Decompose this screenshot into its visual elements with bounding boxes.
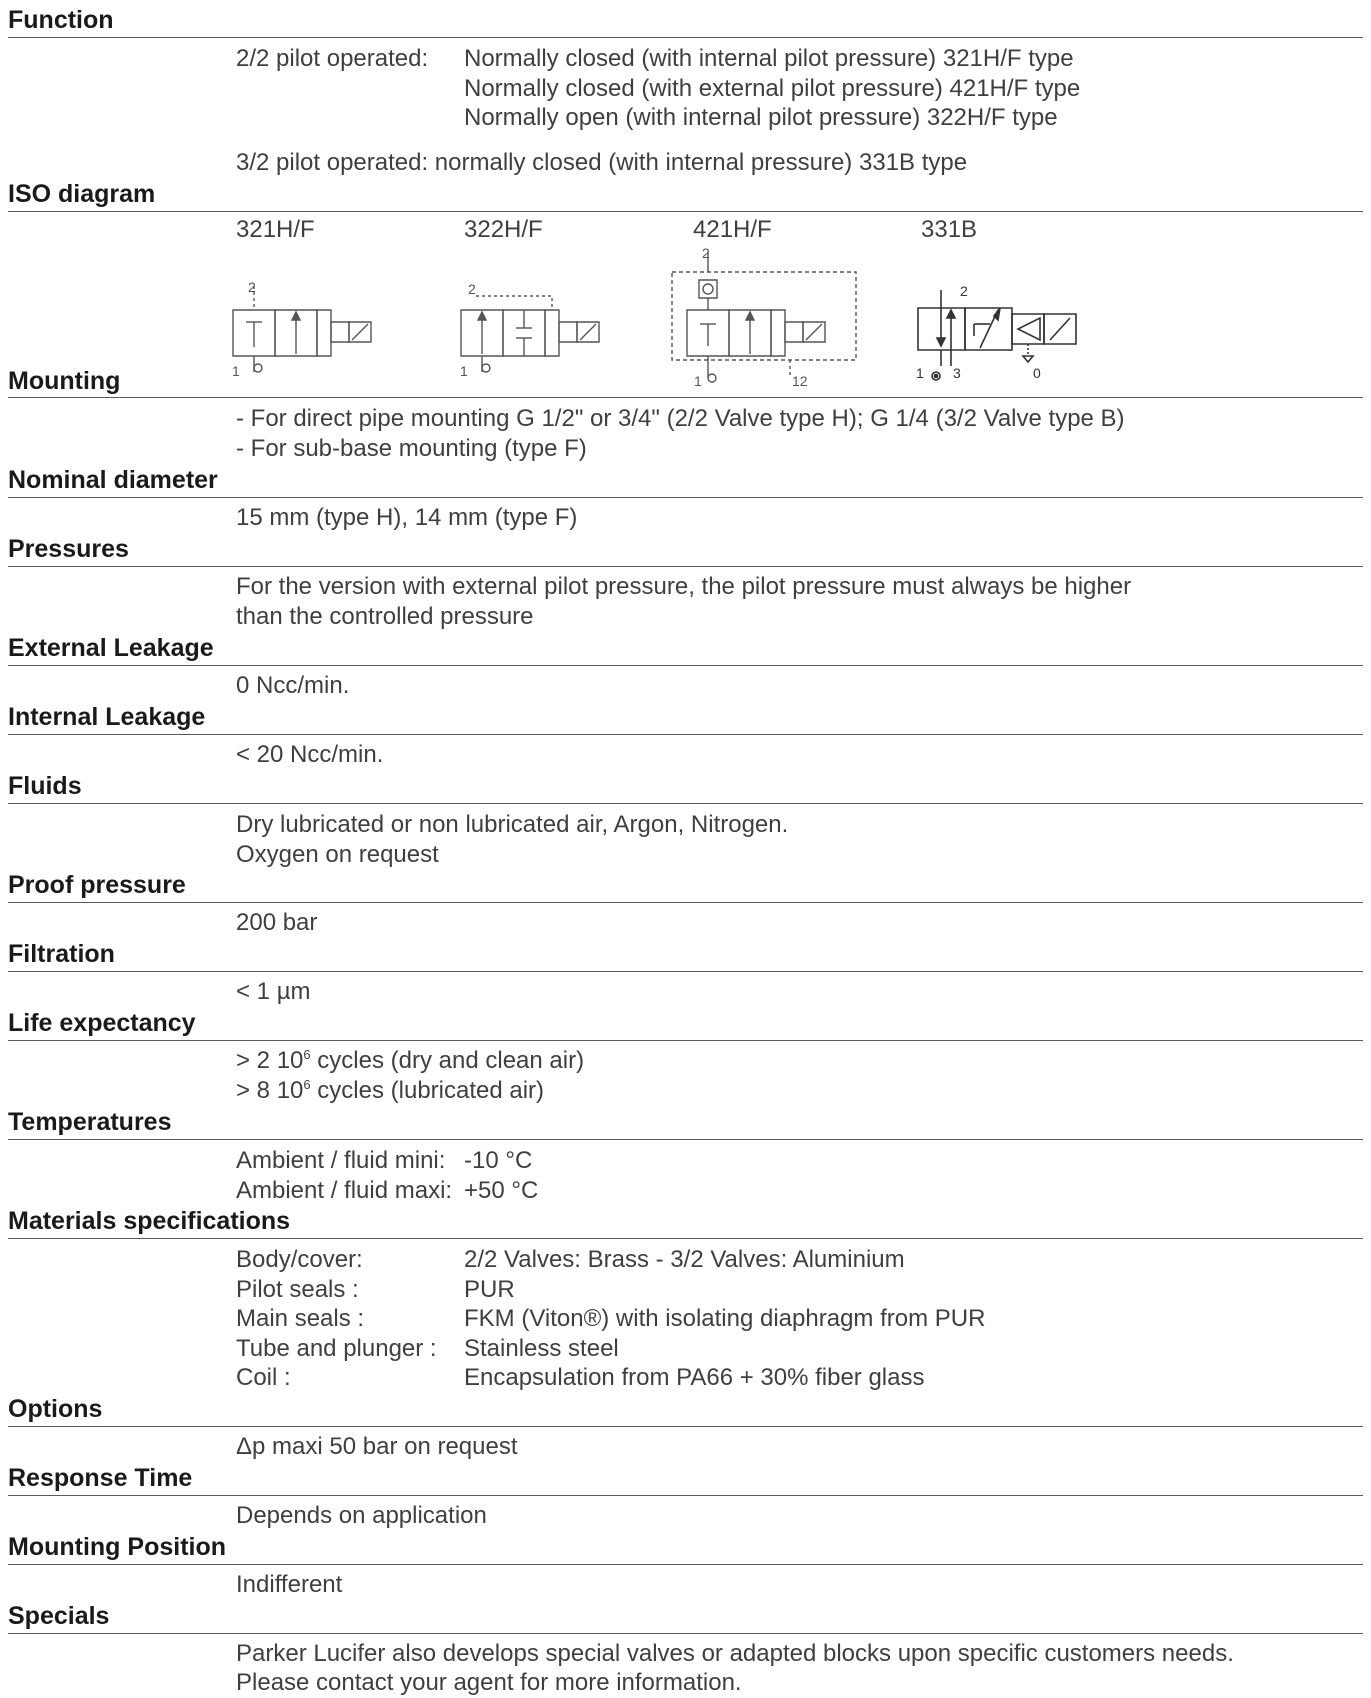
divider [8,665,1363,666]
section-title-external-leakage: External Leakage [8,634,214,662]
port-label: 1 [694,373,702,389]
divider [8,734,1363,735]
mounting-line: - For sub-base mounting (type F) [236,435,587,462]
material-value: 2/2 Valves: Brass - 3/2 Valves: Aluminium [464,1246,905,1273]
section-title-fluids: Fluids [8,772,82,800]
proof-pressure-value: 200 bar [236,909,318,936]
life-line-1 [236,1046,584,1076]
divider [8,1139,1363,1140]
divider [8,566,1363,567]
material-label: Main seals : [236,1305,365,1332]
iso-label-421: 421H/F [693,216,772,243]
life-line-exponent: 6 [303,1077,311,1092]
material-label: Tube and plunger : [236,1335,437,1362]
iso-symbol-331 [908,280,1088,385]
response-time-value: Depends on application [236,1502,487,1529]
port-label: 2 [248,279,256,295]
iso-label-321: 321H/F [236,216,315,243]
divider [8,1633,1363,1634]
section-title-response-time: Response Time [8,1464,193,1492]
section-title-internal-leakage: Internal Leakage [8,703,206,731]
life-line-text: cycles (lubricated air) [310,1077,545,1104]
mounting-position-value: Indifferent [236,1571,343,1598]
temperature-label: Ambient / fluid maxi: [236,1177,453,1204]
life-line-text: > 2 10 [236,1047,304,1074]
divider [8,497,1363,498]
divider [8,1426,1363,1427]
specials-line: Parker Lucifer also develops special valves or adapted blocks upon specific customers needs. [236,1640,1234,1667]
divider [8,1564,1363,1565]
function-22-label: 2/2 pilot operated: [236,45,429,72]
iso-label-322: 322H/F [464,216,543,243]
divider [8,211,1363,212]
iso-label-331: 331B [921,216,978,243]
material-value: FKM (Viton®) with isolating diaphragm from PUR [464,1305,986,1332]
section-title-iso-diagram: ISO diagram [8,180,156,208]
iso-symbol-321 [228,272,378,382]
section-title-pressures: Pressures [8,535,129,563]
port-label: 2 [702,245,710,261]
port-label: 3 [953,365,961,381]
divider [8,902,1363,903]
life-line-text: > 8 10 [236,1077,304,1104]
material-value: PUR [464,1276,515,1303]
divider [8,1495,1363,1496]
internal-leakage-value: < 20 Ncc/min. [236,741,384,768]
port-label: 2 [468,281,476,297]
section-title-filtration: Filtration [8,940,115,968]
specials-line: Please contact your agent for more information. [236,1669,742,1696]
fluids-line: Oxygen on request [236,841,439,868]
section-title-options: Options [8,1395,103,1423]
section-title-materials: Materials specifications [8,1207,291,1235]
port-label: 0 [1033,365,1041,381]
external-leakage-value: 0 Ncc/min. [236,672,350,699]
port-label: 2 [960,283,968,299]
material-label: Coil : [236,1364,291,1391]
function-22-line: Normally closed (with external pilot pressure) 421H/F type [464,75,1081,102]
port-label: 1 [460,363,468,379]
iso-symbol-421 [668,242,868,392]
iso-symbol-322 [456,272,606,382]
nominal-diameter-value: 15 mm (type H), 14 mm (type F) [236,504,578,531]
divider [8,971,1363,972]
filtration-value: < 1 µm [236,978,311,1005]
function-22-line: Normally open (with internal pilot pressure) 322H/F type [464,104,1058,131]
divider [8,803,1363,804]
section-title-specials: Specials [8,1602,110,1630]
pressures-line: than the controlled pressure [236,603,534,630]
section-title-proof-pressure: Proof pressure [8,871,186,899]
temperature-value: -10 °C [464,1147,533,1174]
port-label: 12 [792,373,808,389]
temperature-value: +50 °C [464,1177,539,1204]
material-value: Stainless steel [464,1335,619,1362]
life-line-text: cycles (dry and clean air) [310,1047,585,1074]
options-value: Δp maxi 50 bar on request [236,1433,518,1460]
section-title-life-expectancy: Life expectancy [8,1009,196,1037]
section-title-function: Function [8,6,114,34]
material-label: Pilot seals : [236,1276,359,1303]
port-label: 1 [232,363,240,379]
material-value: Encapsulation from PA66 + 30% fiber glass [464,1364,925,1391]
divider [8,1238,1363,1239]
section-title-nominal-diameter: Nominal diameter [8,466,218,494]
section-title-mounting-position: Mounting Position [8,1533,227,1561]
fluids-line: Dry lubricated or non lubricated air, Argon, Nitrogen. [236,811,789,838]
section-title-temperatures: Temperatures [8,1108,172,1136]
divider [8,37,1363,38]
life-line-2 [236,1076,544,1106]
section-title-mounting: Mounting [8,367,121,395]
function-32-line: 3/2 pilot operated: normally closed (with internal pressure) 331B type [236,149,968,176]
mounting-line: - For direct pipe mounting G 1/2" or 3/4" (2/2 Valve type H); G 1/4 (3/2 Valve type B) [236,405,1125,432]
life-line-exponent: 6 [303,1047,311,1062]
divider [8,1040,1363,1041]
function-22-line: Normally closed (with internal pilot pressure) 321H/F type [464,45,1074,72]
port-label: 1 [916,365,924,381]
temperature-label: Ambient / fluid mini: [236,1147,446,1174]
material-label: Body/cover: [236,1246,363,1273]
divider [8,397,1363,398]
pressures-line: For the version with external pilot pressure, the pilot pressure must always be higher [236,573,1132,600]
